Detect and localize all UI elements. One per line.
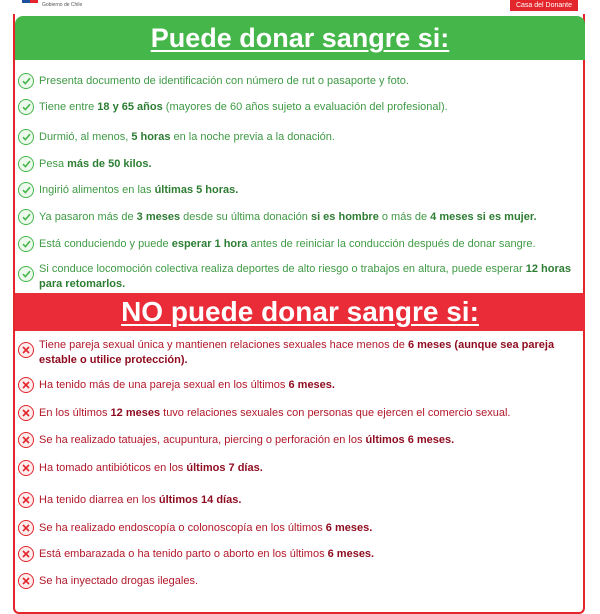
cannot-item-5: Ha tomado antibióticos en los últimos 7 días. [18,461,583,476]
check-circle-icon [18,266,34,282]
cannot-item-6: Ha tenido diarrea en los últimos 14 días. [18,493,583,508]
cannot-item-2: Ha tenido más de una pareja sexual en los últimos 6 meses. [18,378,583,393]
can-item-2: Tiene entre 18 y 65 años (mayores de 60 años sujeto a evaluación del profesional). [18,100,583,115]
can-donate-title: Puede donar sangre si: [150,23,450,53]
x-circle-icon [18,432,34,448]
can-item-5: Ingirió alimentos en las últimas 5 horas. [18,183,583,198]
casa-del-donante-badge: Casa del Donante [510,0,578,11]
x-circle-icon [18,520,34,536]
top-bar [0,0,600,14]
x-circle-icon [18,377,34,393]
cannot-donate-heading [15,293,585,331]
check-circle-icon [18,156,34,172]
can-donate-heading [15,16,585,60]
can-item-1: Presenta documento de identificación con número de rut o pasaporte y foto. [18,74,583,89]
cannot-item-9: Se ha inyectado drogas ilegales. [18,574,583,589]
x-circle-icon [18,546,34,562]
gov-label: Gobierno de Chile [42,2,83,8]
cannot-item-4: Se ha realizado tatuajes, acupuntura, piercing o perforación en los últimos 6 meses. [18,433,583,448]
can-item-7: Está conduciendo y puede esperar 1 hora antes de reiniciar la conducción después de donar sangre. [18,237,583,252]
gobierno-logo [22,0,94,12]
check-circle-icon [18,129,34,145]
cannot-item-7: Se ha realizado endoscopía o colonoscopía en los últimos 6 meses. [18,521,583,536]
x-circle-icon [18,492,34,508]
x-circle-icon [18,342,34,358]
can-item-8: Si conduce locomoción colectiva realiza deportes de alto riesgo o trabajos en altura, puede esperar 12 horas para retomarlos. [18,262,583,292]
check-circle-icon [18,73,34,89]
cannot-item-3: En los últimos 12 meses tuvo relaciones sexuales con personas que ejercen el comercio sexual. [18,406,583,421]
check-circle-icon [18,236,34,252]
x-circle-icon [18,573,34,589]
x-circle-icon [18,460,34,476]
cannot-item-8: Está embarazada o ha tenido parto o aborto en los últimos 6 meses. [18,547,583,562]
can-item-4: Pesa más de 50 kilos. [18,157,583,172]
cannot-donate-title: NO puede donar sangre si: [121,296,479,327]
cannot-item-1: Tiene pareja sexual única y mantienen relaciones sexuales hace menos de 6 meses (aunque sea pareja estable o utilice protección). [18,338,583,368]
check-circle-icon [18,99,34,115]
can-item-3: Durmió, al menos, 5 horas en la noche previa a la donación. [18,130,583,145]
check-circle-icon [18,182,34,198]
x-circle-icon [18,405,34,421]
can-item-6: Ya pasaron más de 3 meses desde su última donación si es hombre o más de 4 meses si es mujer. [18,210,583,225]
check-circle-icon [18,209,34,225]
